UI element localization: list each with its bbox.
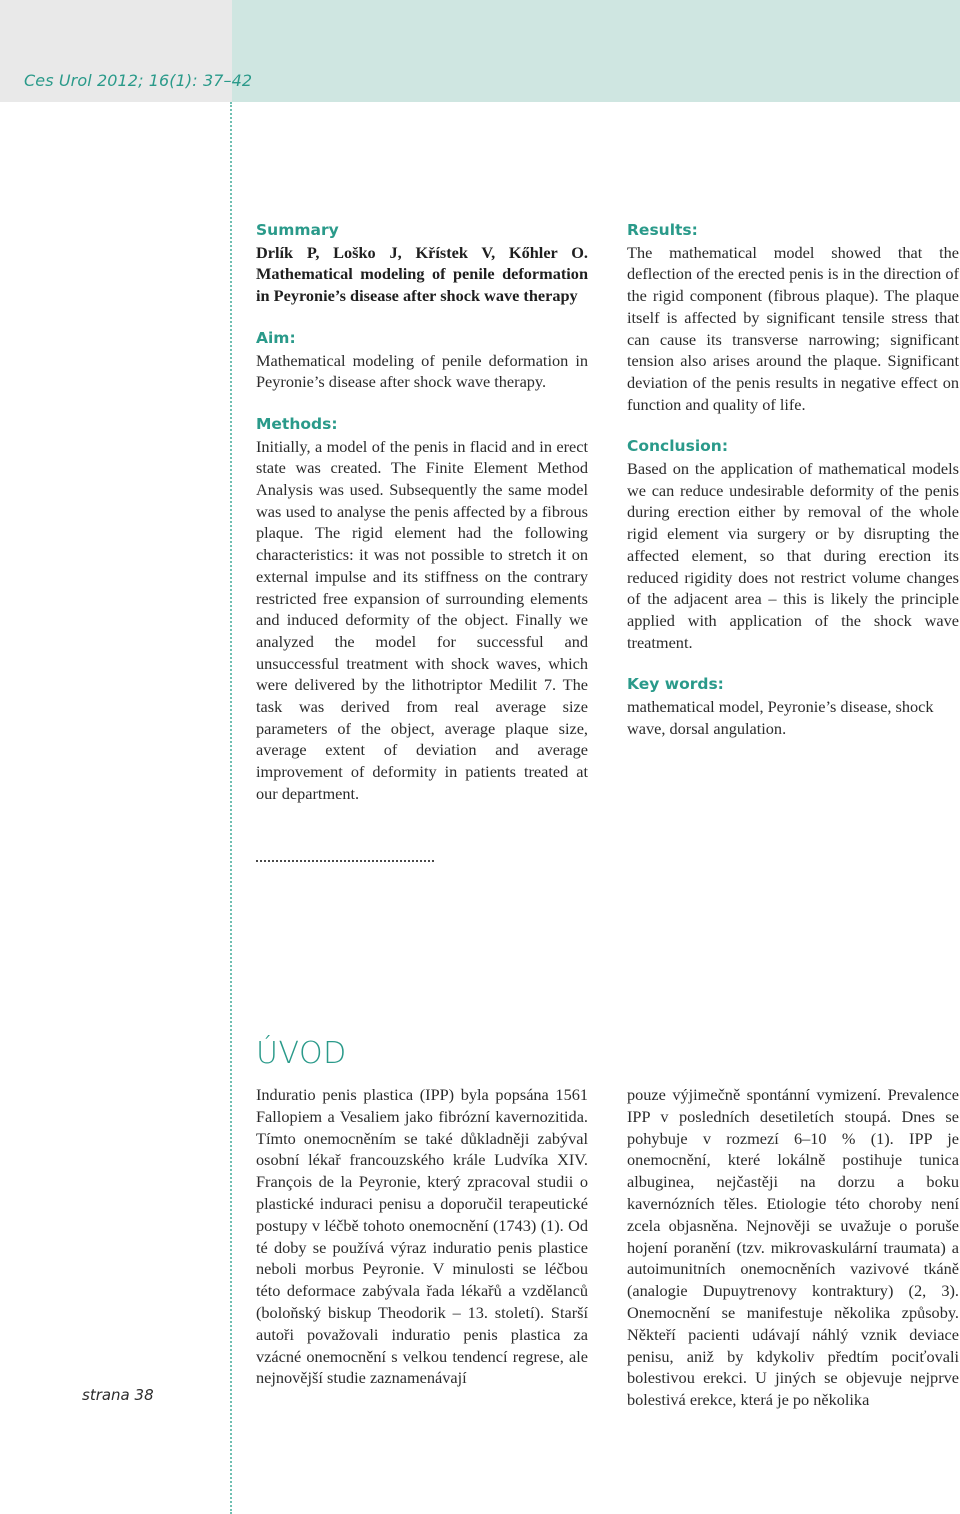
page-number: strana 38	[82, 1386, 154, 1404]
intro-right-column	[627, 1084, 959, 1411]
section-title-uvod: ÚVOD	[256, 1036, 347, 1071]
methods-text: Initially, a model of the penis in flacid and in erect state was created. The Finite Element Method Analysis was used. Subsequently the same model was used to analyse the penis affected by a fibrous plaque. The rigid element had the following characteristics: it was not possible to stretch it on external impulse and its stiffness on the contrary restricted free expansion of surrounding elements and induced deformity of the object. Finally we analyzed the model for successful and unsuccessful treatment with shock waves, which were delivered by the lithotriptor Medilit 7. The task was derived from real average size parameters of the object, average plaque size, average extent of deviation and average improvement of deformity in patients treated at our department.	[256, 436, 588, 803]
conclusion-heading: Conclusion:	[627, 437, 729, 456]
keywords-heading: Key words:	[627, 675, 724, 694]
aim-heading: Aim:	[256, 328, 296, 347]
header-band	[0, 0, 960, 102]
section-dotted-rule	[256, 860, 434, 862]
aim-text: Mathematical modeling of penile deformation in Peyronie’s disease after shock wave therapy.	[256, 350, 588, 392]
conclusion-text: Based on the application of mathematical models we can reduce undesirable deformity of the penis during erection either by removal of the whole rigid element via surgery or by disrupting the affected element, so that during erection its reduced rigidity does not restrict volume changes of the adjacent area – this is likely the principle applied with application of the shock wave treatment.	[627, 459, 959, 652]
summary-left-column	[256, 220, 588, 805]
results-text: The mathematical model showed that the deflection of the erected penis is in the direction of the rigid component (fibrous plaque). The plaque itself is affected by significant tensile stress that can cause its transverse narrowing; significant tension also arises around the plaque. Significant deviation of the penis results in negative effect on function and quality of life.	[627, 242, 959, 414]
summary-right-column	[627, 220, 959, 739]
intro-left-text: Induratio penis plastica (IPP) byla popsána 1561 Fallopiem a Vesaliem jako fibrózní kavernozitida. Tímto onemocněním se také důkladněji zabýval osobní lékař francouzského krále Ludvíka XIV. François de la Peyronie, který zpracoval studii o plastické induraci penisu a doporučil terapeutické postupy v léčbě tohoto onemocnění (1743) (1). Od té doby se používá výraz induratio penis plastice neboli morbus Peyronie. V minulosti se léčbou této deformace zabývala řada lékařů a vzdělanců (boloňský biskup Theodorik – 13. století). Starší autoři považovali induratio penis plastica za vzácné onemocnění s velkou tendencí regrese, ale nejnovější studie zaznamenávají	[256, 1085, 588, 1388]
summary-title: Summary	[256, 221, 339, 239]
intro-left-column	[256, 1084, 588, 1389]
keywords-text: mathematical model, Peyronie’s disease, shock wave, dorsal angulation.	[627, 697, 934, 738]
vertical-dotted-divider	[230, 102, 232, 1514]
journal-reference: Ces Urol 2012; 16(1): 37–42	[24, 71, 253, 90]
methods-heading: Methods:	[256, 414, 338, 433]
results-heading: Results:	[627, 221, 698, 239]
summary-citation: Drlík P, Loško J, Křístek V, Kőhler O. Mathematical modeling of penile deformation in Peyronie’s disease after shock wave therapy	[256, 242, 588, 306]
intro-right-text: pouze výjimečně spontánní vymizení. Prevalence IPP v posledních desetiletích stoupá. Dnes se pohybuje v rozmezí 6–10 % (1). IPP je onemocnění, které lokálně postihuje tunica albuginea, nejčastěji na dorzu a boku kavernózních těles. Etiologie této choroby není zcela objasněna. Nejnověji se uvažuje o poruše hojení poranění (tzv. mikrovaskulární traumata) a autoimunitních onemocněních vazivové tkáně (analogie Dupuytrenovy kontraktury) (2, 3). Onemocnění se manifestuje několika způsoby. Někteří pacienti udávají náhlý vznik deviace penisu, aniž by kdykoliv předtím pociťovali bolestivou erekci. U jiných se objevuje nejprve bolestivá erekce, která je po několika	[627, 1085, 959, 1410]
